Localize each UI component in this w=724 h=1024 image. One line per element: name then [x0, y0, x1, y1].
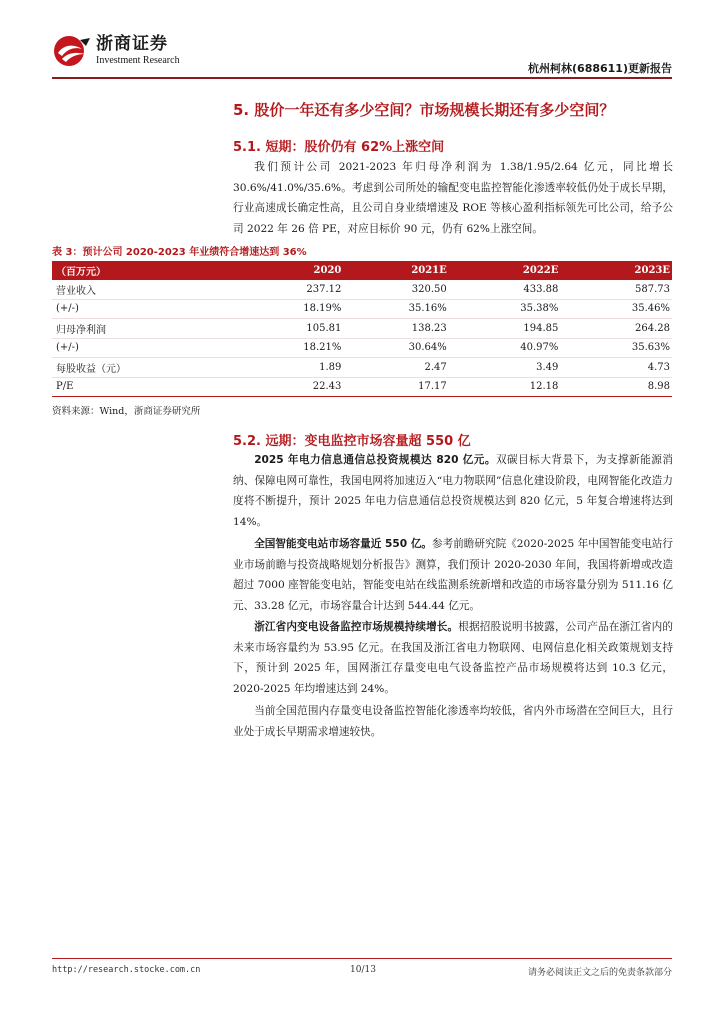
table-row [52, 319, 672, 339]
report-title: 杭州柯林(688611)更新报告 [528, 62, 672, 75]
table-header-row [52, 261, 672, 280]
table-cell: 35.38% [449, 299, 561, 319]
section-5-heading: 5. 股价一年还有多少空间？市场规模长期还有多少空间？ [233, 101, 615, 119]
table-cell: 22.43 [238, 377, 343, 397]
table-cell: 30.64% [343, 338, 448, 358]
table-row [52, 358, 672, 378]
table-cell: 237.12 [238, 280, 343, 299]
table-header-cell: 2020 [238, 261, 343, 280]
footer-divider [52, 958, 672, 959]
brand-logo-icon [52, 34, 92, 68]
table-cell: 264.28 [560, 319, 672, 339]
table-cell: 4.73 [560, 358, 672, 378]
table-cell: 35.46% [560, 299, 672, 319]
table-cell: 194.85 [449, 319, 561, 339]
section-5-2-paragraph-4: 当前全国范围内存量变电设备监控智能化渗透率均较低，省内外市场潜在空间巨大，且行业处于成长早期需求增速较快。 [233, 705, 673, 738]
table-header-cell: 2022E [449, 261, 561, 280]
table-cell: 40.97% [449, 338, 561, 358]
section-5-1-paragraph: 我们预计公司 2021-2023 年归母净利润为 1.38/1.95/2.64 亿元，同比增长30.6%/41.0%/35.6%。考虑到公司所处的输配变电监控智能化渗透率较低仍处于成长早期，行业高速成长确定性高，且公司自身业绩增速及 ROE 等核心盈利指标领先可比公司，给予公司 2022 年 26 倍 PE，对应目标价 90 元，仍有 62%上涨空间。 [233, 161, 673, 235]
header-divider [52, 77, 672, 79]
brand-logo [52, 34, 180, 68]
table-cell: 433.88 [449, 280, 561, 299]
paragraph-lead: 2025 年电力信息通信总投资规模达 820 亿元。 [254, 454, 496, 466]
table-cell: 8.98 [560, 377, 672, 397]
paragraph-body: 参考前瞻研究院《2020-2025 年中国智能变电站行业市场前瞻与投资战略规划分析报告》测算，我们预计 2020-2030 年间，我国将新增或改造超过 7000 座智能变电站，智能变电站在线监测系统新增和改造的市场容量分别为 511.16 亿元、33.28 亿元，市场容量合计达到 544.44 亿元。 [233, 538, 673, 612]
brand-name-en: Investment Research [96, 55, 180, 66]
section-5-2-heading: 5.2. 远期：变电监控市场容量超 550 亿 [233, 434, 471, 449]
table-cell: 35.16% [343, 299, 448, 319]
table-cell: 18.21% [238, 338, 343, 358]
paragraph-lead: 全国智能变电站市场容量近 550 亿。 [254, 538, 433, 550]
disclaimer-note: 请务必阅读正文之后的免责条款部分 [527, 968, 672, 978]
page-number: 10/13 [350, 965, 376, 975]
table-cell: 12.18 [449, 377, 561, 397]
brand-name-cn: 浙商证券 [96, 34, 168, 54]
table-row [52, 338, 672, 358]
table-cell: 营业收入 [52, 280, 238, 299]
section-5-2-paragraph-1 [233, 450, 673, 532]
section-5-2-paragraph-2 [233, 534, 673, 616]
section-5-2-paragraph-3 [233, 617, 673, 699]
table-header-cell: 2023E [560, 261, 672, 280]
table-row [52, 280, 672, 299]
paragraph-lead: 浙江省内变电设备监控市场规模持续增长。 [254, 621, 459, 633]
table-cell: (+/-) [52, 338, 238, 358]
table-cell: (+/-) [52, 299, 238, 319]
footer-url-link[interactable]: http://research.stocke.com.cn [52, 965, 201, 975]
table-source: 资料来源：Wind，浙商证券研究所 [52, 406, 201, 417]
table-title: 表 3：预计公司 2020-2023 年业绩符合增速达到 36% [52, 247, 307, 258]
table-cell: 105.81 [238, 319, 343, 339]
table-row [52, 299, 672, 319]
paragraph-body: 双碳目标大背景下，为支撑新能源消纳、保障电网可靠性，我国电网将加速迈入“电力物联网”信息化建设阶段，电网智能化改造力度将不断提升，预计 2025 年电力信息通信总投资规模达到 820 亿元，5 年复合增速将达到 14%。 [233, 454, 673, 528]
table-cell: 2.47 [343, 358, 448, 378]
table-cell: 17.17 [343, 377, 448, 397]
table-cell: 587.73 [560, 280, 672, 299]
table-cell: P/E [52, 377, 238, 397]
table-cell: 归母净利润 [52, 319, 238, 339]
table-cell: 1.89 [238, 358, 343, 378]
table-header-cell: 2021E [343, 261, 448, 280]
table-row [52, 377, 672, 397]
table-cell: 320.50 [343, 280, 448, 299]
section-5-1-heading: 5.1. 短期：股价仍有 62%上涨空间 [233, 140, 445, 155]
table-cell: 35.63% [560, 338, 672, 358]
table-cell: 138.23 [343, 319, 448, 339]
table-cell: 18.19% [238, 299, 343, 319]
financial-forecast-table [52, 261, 672, 397]
table-cell: 3.49 [449, 358, 561, 378]
paragraph-body: 根据招股说明书披露，公司产品在浙江省内的未来市场容量约为 53.95 亿元。在我国及浙江省电力物联网、电网信息化相关政策规划支持下，预计到 2025 年，国网浙江存量变电电气设备监控产品市场规模将达到 10.3 亿元，2020-2025 年均增速达到 24%。 [233, 621, 673, 695]
table-header-cell: （百万元） [52, 261, 238, 280]
table-cell: 每股收益（元） [52, 358, 238, 378]
